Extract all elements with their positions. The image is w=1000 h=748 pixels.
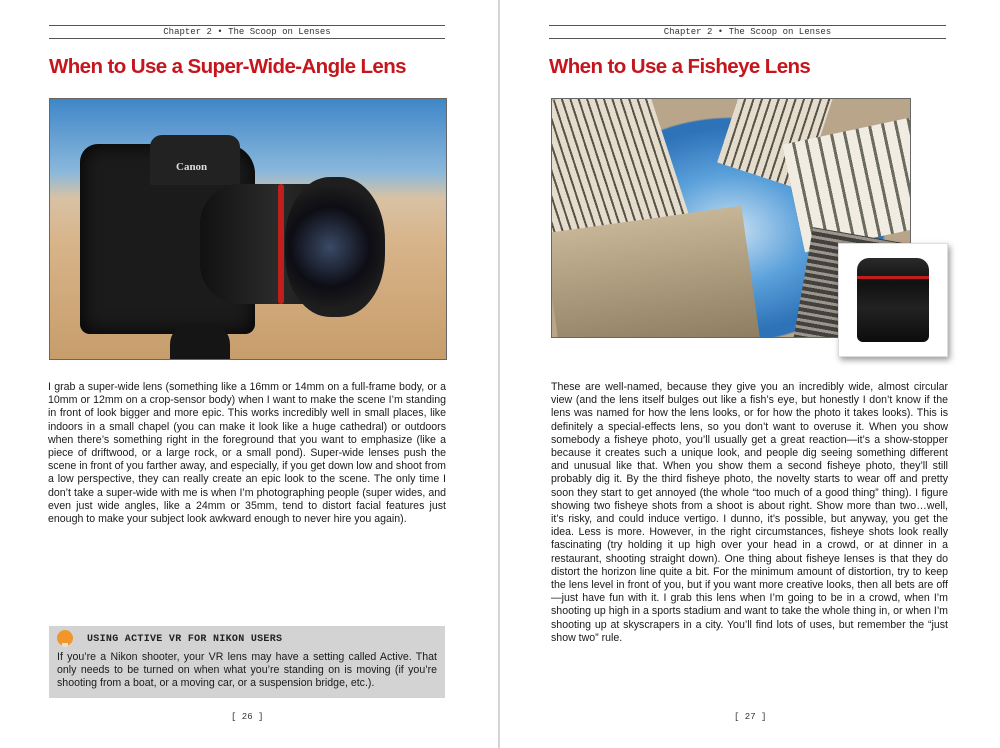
running-head: Chapter 2 • The Scoop on Lenses <box>549 25 946 39</box>
body-paragraph: I grab a super-wide lens (something like a 16mm or 14mm on a full-frame body, or a 10mm or 12mm on a crop-sensor body) when I want to make the scene I’m standing in front of look bigger and more epic. This works incredibly well in small places, like indoors in a small chapel (you can make it look like a huge cathedral) or outdoors when there’s something right in the foreground that you want to emphasize (like a piece of driftwood, or a large rock, or a small pond). Super-wide lenses push the scene in front of you farther away, and especially, if you get down low and shoot from a low perspective, they can really create an epic look to the scene. The only time I don’t take a super-wide with me is when I’m photographing people (super wides, and even just wide angles, like a 24mm or 35mm, tend to distort facial features just enough to make your subject look awkward enough to never hire you again). <box>48 381 446 526</box>
section-title: When to Use a Fisheye Lens <box>549 55 811 78</box>
lens-red-ring-shape <box>278 184 284 304</box>
tip-text: If you’re a Nikon shooter, your VR lens may have a setting called Active. That only needs to be turned on when what you’re standing on is moving (if you’re shooting from a boat, or a moving car, or a suspension bridge, etc.). <box>57 651 437 690</box>
camera-with-super-wide-lens-photo <box>49 98 447 360</box>
running-head: Chapter 2 • The Scoop on Lenses <box>49 25 445 39</box>
left-page <box>0 0 498 748</box>
lightbulb-icon <box>57 630 73 646</box>
tip-title: USING ACTIVE VR FOR NIKON USERS <box>87 634 283 645</box>
lens-hood-shape <box>285 177 385 317</box>
tip-box <box>49 626 445 698</box>
camera-brand-label: Canon <box>176 161 208 173</box>
body-paragraph: These are well-named, because they give you an incredibly wide, almost circular view (and the lens itself bulges out like a fish’s eye, but honestly I don’t know if the lens was named for how the lens looks, or for how the photo it takes looks). This is definitely a special-effects lens, so you don’t want to overuse it. When you show somebody a fisheye photo, you’ll usually get a great reaction—it’s a show-stopper because it creates such a unique look, and people dig seeing something different and unusual like that. When you show them a second fisheye photo, they’ll still probably dig it. By the third fisheye photo, the novelty starts to wear off and pretty soon they start to get annoyed (the whole “too much of a good thing” thing). I figure showing two fisheye shots from a shoot is about right. Show more than two…well, it’s risky, and could induce vertigo. I dunno, it’s possible, but anyway, you get the idea. Less is more. However, in the right circumstances, fisheye shots look really fascinating (try holding it up high over your head in a crowd, or at dinner in a restaurant, shooting straight down). One thing about fisheye lenses is that they do distort the horizon line quite a bit. For the minimum amount of distortion, try to keep the lens level in front of you, but if you want more creative looks, then all bets are off—just have fun with it. I grab this lens when I’m going to be in a crowd, when I’m shooting up high in a sports stadium and want to take the whole thing in, or when I’m shooting up at skyscrapers in a city. You’ll find lots of uses, but remember the “just show two” rule. <box>551 381 948 644</box>
right-page <box>500 0 1000 748</box>
fisheye-lens-product-photo <box>838 243 948 357</box>
tripod-head-shape <box>170 324 230 360</box>
camera-prism-shape <box>150 135 240 185</box>
page-number: [ 27 ] <box>734 712 767 722</box>
page-number: [ 26 ] <box>231 712 264 722</box>
section-title: When to Use a Super-Wide-Angle Lens <box>49 55 406 78</box>
fisheye-lens-shape <box>857 258 929 342</box>
